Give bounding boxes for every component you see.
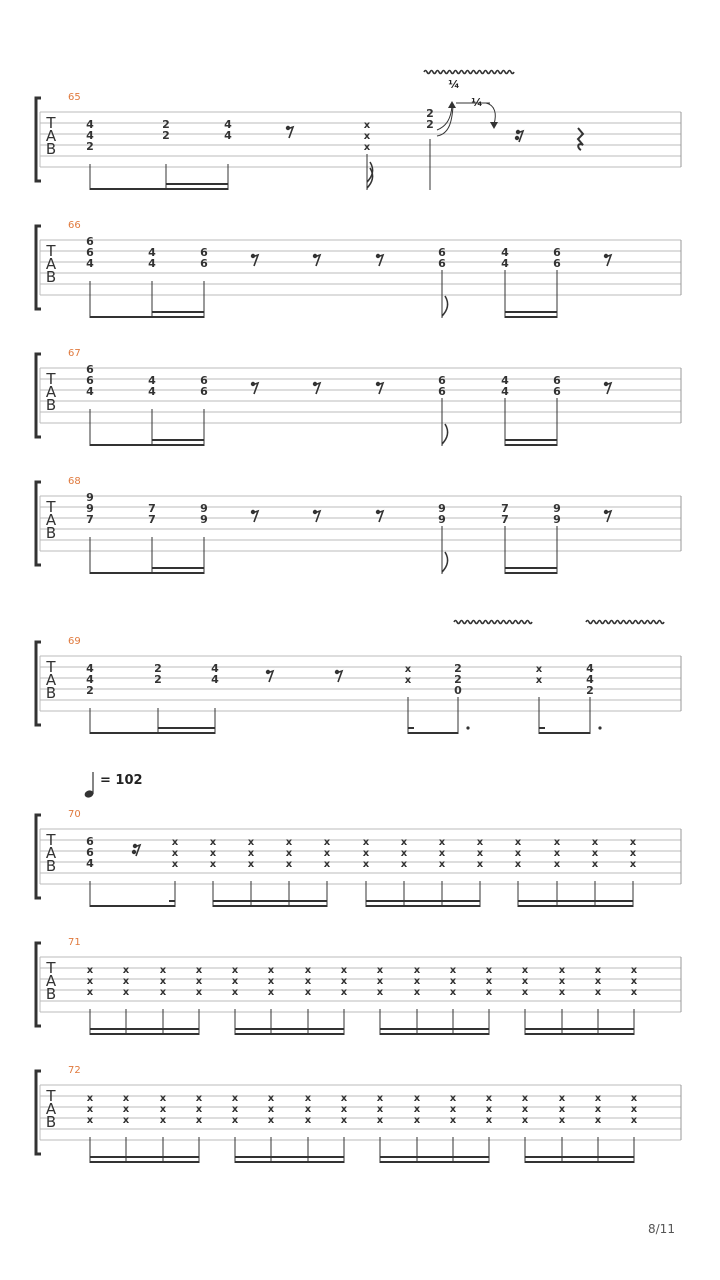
measure-number: 67 xyxy=(68,348,81,359)
fret-number: 6 xyxy=(438,374,446,387)
tempo-marking: = 102 xyxy=(100,773,143,788)
muted-note: x xyxy=(159,1093,167,1104)
muted-note: x xyxy=(413,1093,421,1104)
release-arrow-down xyxy=(490,122,498,129)
fret-number: 9 xyxy=(86,491,94,504)
muted-note: x xyxy=(323,859,331,870)
muted-note: x xyxy=(267,1093,275,1104)
muted-note: x xyxy=(171,837,179,848)
muted-note: x xyxy=(159,1115,167,1126)
muted-note: x xyxy=(514,848,522,859)
muted-note: x xyxy=(400,848,408,859)
muted-note: x xyxy=(485,1104,493,1115)
muted-note: x xyxy=(323,837,331,848)
muted-note: x xyxy=(594,965,602,976)
muted-note: x xyxy=(521,1093,529,1104)
muted-note: x xyxy=(376,976,384,987)
measure-number: 68 xyxy=(68,476,81,487)
muted-note: x xyxy=(340,965,348,976)
muted-note: x xyxy=(558,987,566,998)
muted-note: x xyxy=(304,1104,312,1115)
muted-note: x xyxy=(267,987,275,998)
muted-note: x xyxy=(86,965,94,976)
fret-number: 4 xyxy=(501,385,509,398)
tab-clef-letter: A xyxy=(45,972,57,990)
fret-number: 9 xyxy=(200,513,208,526)
fret-number: 4 xyxy=(224,118,232,131)
fret-number: 4 xyxy=(86,857,94,870)
tab-clef-letter: B xyxy=(45,524,57,542)
tab-clef-letter: T xyxy=(46,370,56,388)
muted-note: x xyxy=(122,1104,130,1115)
muted-note: x xyxy=(591,859,599,870)
muted-note: x xyxy=(400,859,408,870)
muted-note: x xyxy=(594,1104,602,1115)
muted-note: x xyxy=(514,859,522,870)
augmentation-dot xyxy=(466,726,469,729)
muted-note: x xyxy=(404,675,412,686)
muted-note: x xyxy=(285,837,293,848)
muted-note: x xyxy=(362,859,370,870)
tab-clef-letter: T xyxy=(46,242,56,260)
muted-note: x xyxy=(485,987,493,998)
tab-clef-letter: B xyxy=(45,985,57,1003)
eighth-rest xyxy=(252,383,258,394)
muted-note: x xyxy=(304,965,312,976)
vibrato-line xyxy=(454,621,532,624)
tab-clef-letter: B xyxy=(45,396,57,414)
muted-note: x xyxy=(267,965,275,976)
fret-number: 6 xyxy=(553,257,561,270)
eighth-rest xyxy=(252,255,258,266)
muted-note: x xyxy=(413,976,421,987)
tab-clef-letter: B xyxy=(45,140,57,158)
muted-note: x xyxy=(231,987,239,998)
fret-number: 9 xyxy=(86,502,94,515)
eighth-rest xyxy=(377,511,383,522)
muted-note: x xyxy=(376,965,384,976)
eighth-rest xyxy=(377,255,383,266)
fret-number: 0 xyxy=(454,684,462,697)
eighth-rest xyxy=(605,255,611,266)
fret-number: 9 xyxy=(438,513,446,526)
note-flag xyxy=(442,424,448,444)
measure-number: 70 xyxy=(68,809,81,820)
muted-note: x xyxy=(171,859,179,870)
muted-note: x xyxy=(363,142,371,153)
muted-note: x xyxy=(413,1115,421,1126)
tab-clef-letter: T xyxy=(46,831,56,849)
muted-note: x xyxy=(122,1093,130,1104)
fret-number: 2 xyxy=(154,673,162,686)
muted-note: x xyxy=(521,1115,529,1126)
muted-note: x xyxy=(267,1115,275,1126)
fret-number: 4 xyxy=(224,129,232,142)
release-curve xyxy=(486,103,495,124)
fret-number: 6 xyxy=(438,385,446,398)
fret-number: 4 xyxy=(148,385,156,398)
tab-clef-letter: B xyxy=(45,1113,57,1131)
muted-note: x xyxy=(413,987,421,998)
muted-note: x xyxy=(521,987,529,998)
fret-number: 6 xyxy=(86,363,94,376)
fret-number: 4 xyxy=(148,246,156,259)
muted-note: x xyxy=(86,1093,94,1104)
muted-note: x xyxy=(195,1104,203,1115)
fret-number: 7 xyxy=(86,513,94,526)
muted-note: x xyxy=(476,859,484,870)
bend-curve xyxy=(437,106,452,130)
eighth-rest xyxy=(377,383,383,394)
muted-note: x xyxy=(594,987,602,998)
muted-note: x xyxy=(591,848,599,859)
fret-number: 7 xyxy=(501,513,509,526)
fret-number: 9 xyxy=(438,502,446,515)
muted-note: x xyxy=(413,965,421,976)
fret-number: 6 xyxy=(200,374,208,387)
release-amount-label: ¼ xyxy=(471,96,483,109)
muted-note: x xyxy=(485,976,493,987)
muted-note: x xyxy=(553,848,561,859)
muted-note: x xyxy=(485,1115,493,1126)
muted-note: x xyxy=(362,837,370,848)
page-number: 8/11 xyxy=(648,1222,675,1236)
muted-note: x xyxy=(449,976,457,987)
fret-number: 7 xyxy=(148,513,156,526)
muted-note: x xyxy=(122,976,130,987)
muted-note: x xyxy=(535,664,543,675)
muted-note: x xyxy=(629,848,637,859)
measure-number: 69 xyxy=(68,636,81,647)
fret-number: 7 xyxy=(148,502,156,515)
fret-number: 4 xyxy=(86,385,94,398)
eighth-rest xyxy=(314,255,320,266)
muted-note: x xyxy=(285,859,293,870)
muted-note: x xyxy=(400,837,408,848)
tab-clef-letter: A xyxy=(45,844,57,862)
muted-note: x xyxy=(340,987,348,998)
tab-clef-letter: A xyxy=(45,671,57,689)
fret-number: 2 xyxy=(426,107,434,120)
muted-note: x xyxy=(209,837,217,848)
muted-note: x xyxy=(376,987,384,998)
note-flag xyxy=(442,296,448,316)
muted-note: x xyxy=(195,976,203,987)
tab-clef-letter: A xyxy=(45,255,57,273)
fret-number: 4 xyxy=(86,673,94,686)
fret-number: 2 xyxy=(154,662,162,675)
fret-number: 4 xyxy=(148,374,156,387)
muted-note: x xyxy=(231,1104,239,1115)
muted-note: x xyxy=(521,1104,529,1115)
muted-note: x xyxy=(247,837,255,848)
muted-note: x xyxy=(122,965,130,976)
fret-number: 6 xyxy=(200,257,208,270)
muted-note: x xyxy=(247,859,255,870)
muted-note: x xyxy=(86,976,94,987)
muted-note: x xyxy=(362,848,370,859)
fret-number: 6 xyxy=(553,246,561,259)
bend-arrow-up xyxy=(448,101,456,108)
muted-note: x xyxy=(629,859,637,870)
muted-note: x xyxy=(340,1093,348,1104)
muted-note: x xyxy=(376,1093,384,1104)
fret-number: 6 xyxy=(86,246,94,259)
muted-note: x xyxy=(521,976,529,987)
eighth-rest xyxy=(252,511,258,522)
muted-note: x xyxy=(247,848,255,859)
fret-number: 9 xyxy=(200,502,208,515)
fret-number: 4 xyxy=(211,662,219,675)
muted-note: x xyxy=(195,1093,203,1104)
muted-note: x xyxy=(323,848,331,859)
muted-note: x xyxy=(86,1104,94,1115)
muted-note: x xyxy=(438,859,446,870)
fret-number: 6 xyxy=(86,374,94,387)
fret-number: 6 xyxy=(438,257,446,270)
muted-note: x xyxy=(553,837,561,848)
muted-note: x xyxy=(304,987,312,998)
muted-note: x xyxy=(521,965,529,976)
muted-note: x xyxy=(558,976,566,987)
eighth-rest xyxy=(267,671,273,682)
eighth-rest xyxy=(336,671,342,682)
measure-number: 71 xyxy=(68,937,81,948)
fret-number: 2 xyxy=(426,118,434,131)
tab-clef-letter: T xyxy=(46,959,56,977)
tab-clef-letter: B xyxy=(45,857,57,875)
muted-note: x xyxy=(553,859,561,870)
tab-clef-letter: T xyxy=(46,658,56,676)
muted-note: x xyxy=(363,120,371,131)
muted-note: x xyxy=(159,1104,167,1115)
muted-note: x xyxy=(267,1104,275,1115)
muted-note: x xyxy=(267,976,275,987)
fret-number: 4 xyxy=(148,257,156,270)
fret-number: 6 xyxy=(200,246,208,259)
muted-note: x xyxy=(304,1115,312,1126)
muted-note: x xyxy=(86,1115,94,1126)
muted-note: x xyxy=(558,965,566,976)
muted-note: x xyxy=(159,965,167,976)
muted-note: x xyxy=(340,1104,348,1115)
note-flag xyxy=(442,552,448,572)
eighth-rest xyxy=(314,383,320,394)
sixteenth-rest-dot xyxy=(515,136,519,140)
muted-note: x xyxy=(630,1115,638,1126)
muted-note: x xyxy=(449,1115,457,1126)
muted-note: x xyxy=(231,1093,239,1104)
vibrato-line xyxy=(586,621,664,624)
tab-clef-letter: A xyxy=(45,383,57,401)
eighth-rest xyxy=(605,383,611,394)
fret-number: 7 xyxy=(501,502,509,515)
measure-number: 66 xyxy=(68,220,81,231)
muted-note: x xyxy=(630,976,638,987)
muted-note: x xyxy=(231,976,239,987)
muted-note: x xyxy=(285,848,293,859)
muted-note: x xyxy=(594,976,602,987)
muted-note: x xyxy=(591,837,599,848)
muted-note: x xyxy=(438,837,446,848)
muted-note: x xyxy=(558,1115,566,1126)
muted-note: x xyxy=(159,976,167,987)
muted-note: x xyxy=(376,1104,384,1115)
quarter-rest xyxy=(578,128,583,150)
muted-note: x xyxy=(629,837,637,848)
muted-note: x xyxy=(485,1093,493,1104)
fret-number: 2 xyxy=(454,673,462,686)
muted-note: x xyxy=(558,1093,566,1104)
fret-number: 4 xyxy=(86,257,94,270)
muted-note: x xyxy=(86,987,94,998)
eighth-rest xyxy=(605,511,611,522)
muted-note: x xyxy=(449,1093,457,1104)
muted-note: x xyxy=(171,848,179,859)
muted-note: x xyxy=(449,987,457,998)
muted-note: x xyxy=(630,1104,638,1115)
muted-note: x xyxy=(122,987,130,998)
tab-clef-letter: B xyxy=(45,684,57,702)
muted-note: x xyxy=(340,1115,348,1126)
augmentation-dot xyxy=(598,726,601,729)
tab-clef-letter: T xyxy=(46,114,56,132)
muted-note: x xyxy=(476,837,484,848)
muted-note: x xyxy=(514,837,522,848)
measure-number: 72 xyxy=(68,1065,81,1076)
muted-note: x xyxy=(195,965,203,976)
bend-curve xyxy=(437,106,453,136)
muted-note: x xyxy=(122,1115,130,1126)
muted-note: x xyxy=(209,859,217,870)
fret-number: 4 xyxy=(501,246,509,259)
muted-note: x xyxy=(195,1115,203,1126)
muted-note: x xyxy=(209,848,217,859)
fret-number: 6 xyxy=(200,385,208,398)
fret-number: 6 xyxy=(86,235,94,248)
muted-note: x xyxy=(535,675,543,686)
bend-amount-label: ¼ xyxy=(448,78,460,91)
fret-number: 4 xyxy=(86,129,94,142)
muted-note: x xyxy=(594,1115,602,1126)
fret-number: 4 xyxy=(86,662,94,675)
vibrato-line xyxy=(424,71,514,74)
tab-clef-letter: B xyxy=(45,268,57,286)
muted-note: x xyxy=(376,1115,384,1126)
fret-number: 2 xyxy=(454,662,462,675)
muted-note: x xyxy=(449,965,457,976)
tab-clef-letter: A xyxy=(45,127,57,145)
fret-number: 2 xyxy=(162,118,170,131)
fret-number: 2 xyxy=(86,684,94,697)
muted-note: x xyxy=(476,848,484,859)
fret-number: 2 xyxy=(162,129,170,142)
fret-number: 6 xyxy=(553,385,561,398)
muted-note: x xyxy=(630,965,638,976)
measure-number: 65 xyxy=(68,92,81,103)
tab-clef-letter: A xyxy=(45,511,57,529)
fret-number: 4 xyxy=(211,673,219,686)
muted-note: x xyxy=(630,1093,638,1104)
fret-number: 9 xyxy=(553,502,561,515)
fret-number: 6 xyxy=(86,835,94,848)
muted-note: x xyxy=(404,664,412,675)
tab-clef-letter: T xyxy=(46,498,56,516)
fret-number: 4 xyxy=(501,374,509,387)
tab-clef-letter: T xyxy=(46,1087,56,1105)
muted-note: x xyxy=(438,848,446,859)
muted-note: x xyxy=(304,976,312,987)
muted-note: x xyxy=(558,1104,566,1115)
eighth-rest xyxy=(314,511,320,522)
tab-clef-letter: A xyxy=(45,1100,57,1118)
muted-note: x xyxy=(231,965,239,976)
muted-note: x xyxy=(195,987,203,998)
fret-number: 9 xyxy=(553,513,561,526)
muted-note: x xyxy=(231,1115,239,1126)
fret-number: 4 xyxy=(586,662,594,675)
eighth-rest xyxy=(287,127,293,138)
fret-number: 6 xyxy=(86,846,94,859)
muted-note: x xyxy=(363,131,371,142)
muted-note: x xyxy=(449,1104,457,1115)
fret-number: 4 xyxy=(586,673,594,686)
fret-number: 4 xyxy=(501,257,509,270)
muted-note: x xyxy=(304,1093,312,1104)
sixteenth-rest-dot xyxy=(132,850,136,854)
muted-note: x xyxy=(594,1093,602,1104)
fret-number: 4 xyxy=(86,118,94,131)
muted-note: x xyxy=(485,965,493,976)
muted-note: x xyxy=(340,976,348,987)
fret-number: 6 xyxy=(438,246,446,259)
fret-number: 2 xyxy=(586,684,594,697)
fret-number: 2 xyxy=(86,140,94,153)
fret-number: 6 xyxy=(553,374,561,387)
muted-note: x xyxy=(159,987,167,998)
muted-note: x xyxy=(630,987,638,998)
muted-note: x xyxy=(413,1104,421,1115)
